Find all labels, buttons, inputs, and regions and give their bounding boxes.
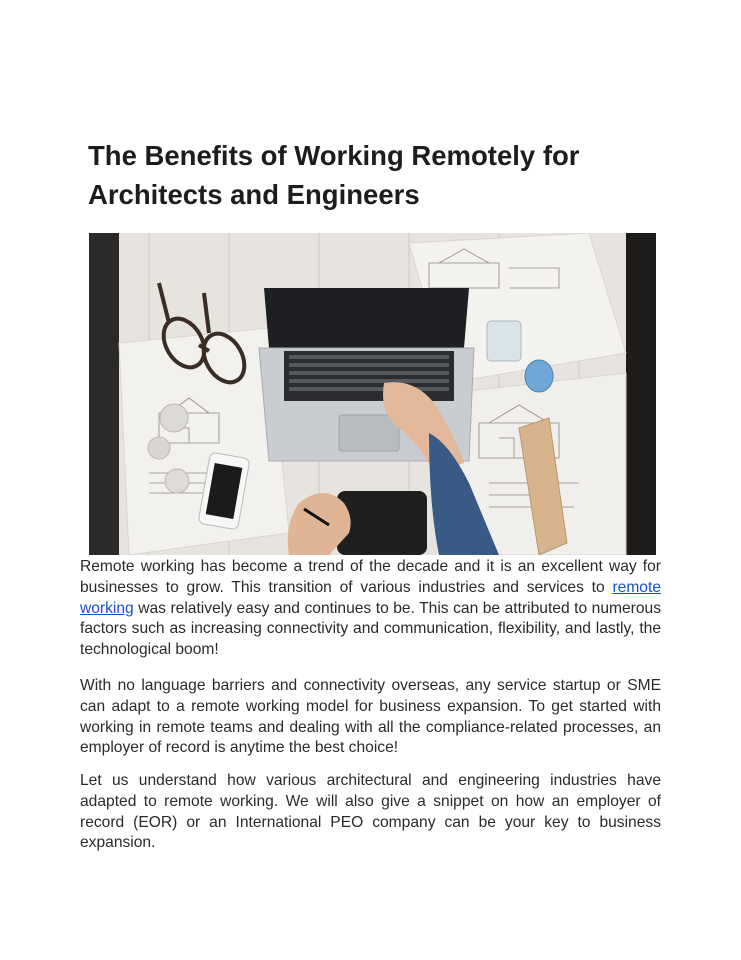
paragraph-intro-text-a: Remote working has become a trend of the decade and it is an excellent way for businesses to grow. This transition of various industries and services to: [80, 558, 661, 596]
paragraph-intro: [80, 557, 661, 661]
article-title: The Benefits of Working Remotely for Architects and Engineers: [88, 140, 580, 210]
paragraph-industries: Let us understand how various architectural and engineering industries have adapted to remote working. We will also give a snippet on how an employer of record (EOR) or an International PEO company can be your key to business expansion.: [80, 772, 661, 852]
remote-working-link[interactable]: remote working: [80, 578, 661, 617]
hero-image: [89, 233, 656, 555]
paragraph-language-barriers: With no language barriers and connectivity overseas, any service startup or SME can adapt to a remote working model for business expansion. To get started with working in remote teams and dealing with all the compliance-related processes, an employer of record is anytime the best choice!: [80, 677, 661, 757]
paragraph-intro-text-b: was relatively easy and continues to be. This can be attributed to numerous factors such as increasing connectivity and communication, flexibility, and lastly, the technological boom!: [80, 599, 661, 659]
